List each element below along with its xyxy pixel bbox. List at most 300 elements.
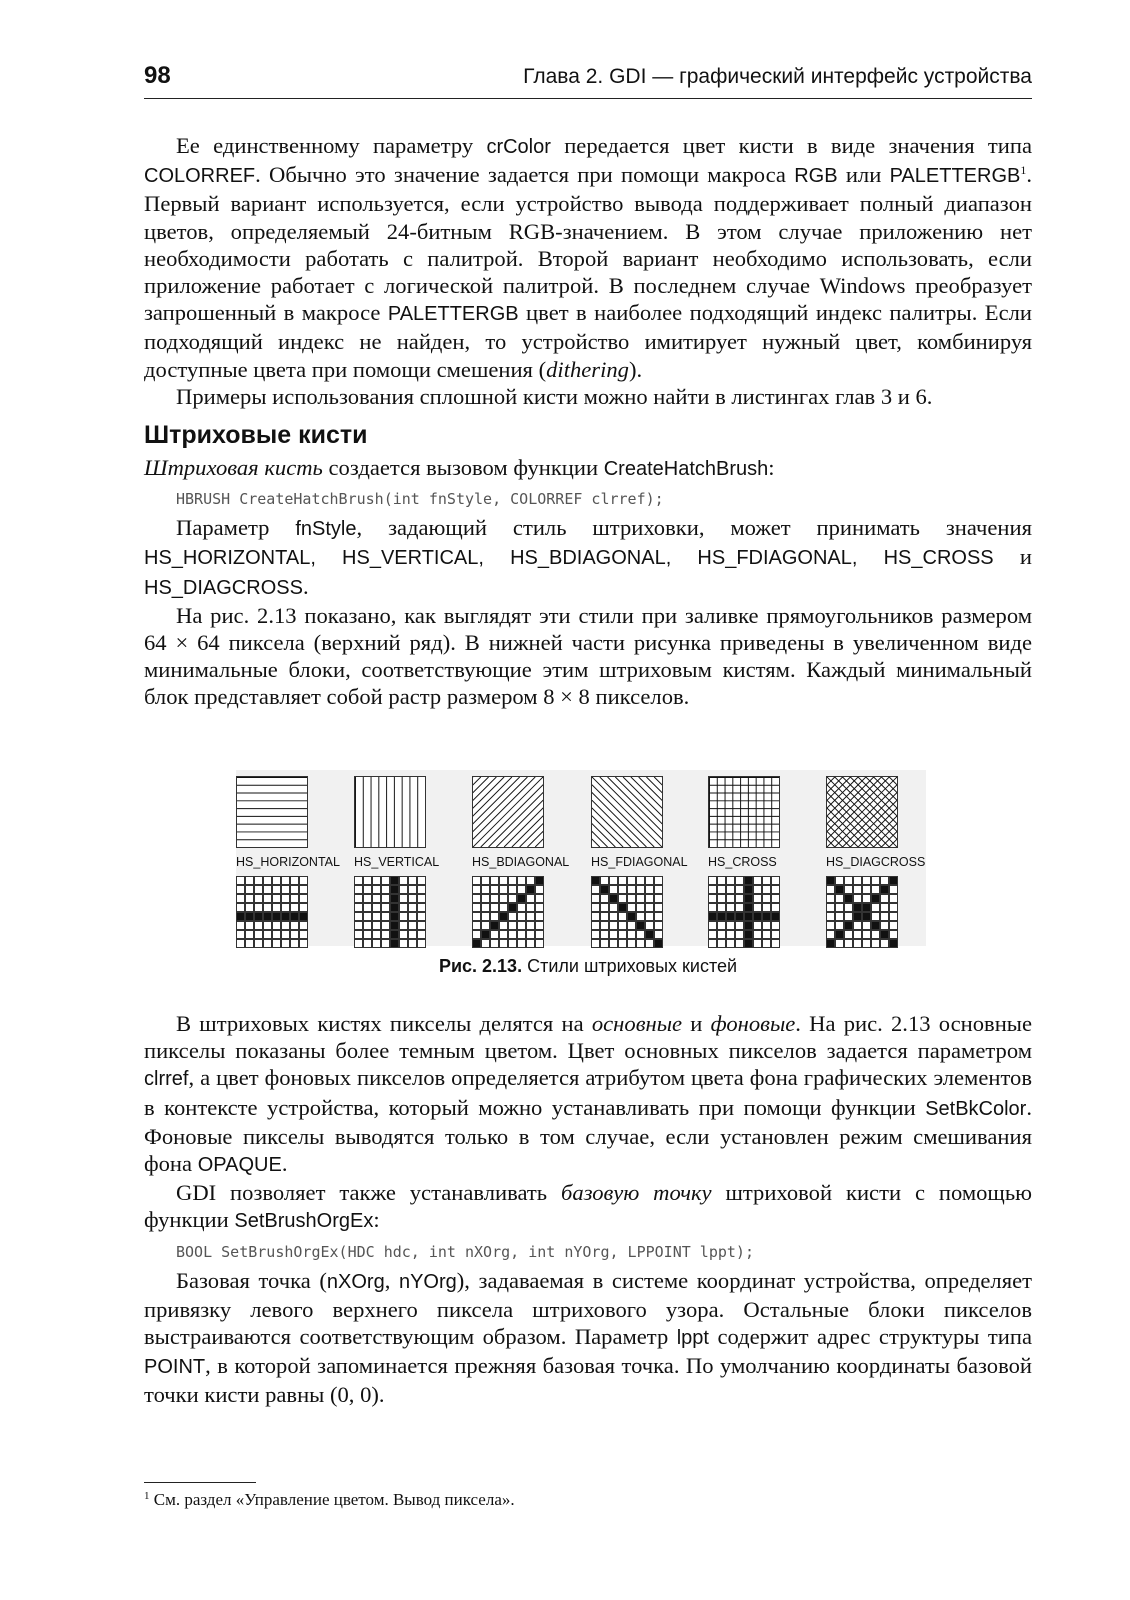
pixel-cell: [508, 876, 517, 885]
hatch-line: [473, 777, 520, 847]
pixel-cell: [609, 912, 618, 921]
code-term: lppt: [676, 1327, 709, 1350]
pixel-cell: [299, 939, 308, 948]
pixel-cell: [744, 903, 753, 912]
pixel-cell: [753, 885, 762, 894]
pixel-cell: [472, 930, 481, 939]
pixel-cell: [835, 885, 844, 894]
pixel-cell: [835, 894, 844, 903]
pixel-cell: [600, 930, 609, 939]
pixel-cell: [535, 939, 544, 948]
pixel-cell: [771, 903, 780, 912]
pixel-cell: [753, 876, 762, 885]
pixel-cell: [517, 912, 526, 921]
pixel-cell: [508, 939, 517, 948]
code-term: PALETTERGB: [889, 165, 1021, 188]
text-run: . Фоновые пикселы выводятся только в том случае, если установлен режим смешивания фона: [144, 1094, 1032, 1177]
code-term: HS_DIAGCROSS: [144, 576, 303, 599]
pixel-cell: [417, 912, 426, 921]
pixel-cell: [245, 876, 254, 885]
pixel-cell: [372, 930, 381, 939]
pixel-cell: [236, 930, 245, 939]
pixel-cell: [399, 876, 408, 885]
pixel-cell: [236, 903, 245, 912]
pixel-cell: [771, 939, 780, 948]
pixel-cell: [871, 876, 880, 885]
pixel-cell: [609, 921, 618, 930]
pixel-cell: [517, 894, 526, 903]
code-term: HS_HORIZONTAL, HS_VERTICAL, HS_BDIAGONAL, HS_FDIAGONAL, HS_CROSS: [144, 547, 994, 570]
pixel-cell: [618, 930, 627, 939]
pixel-cell: [618, 912, 627, 921]
pixel-cell: [871, 894, 880, 903]
pixel-cell: [636, 885, 645, 894]
pixel-cell: [636, 930, 645, 939]
pixel-cell: [735, 939, 744, 948]
pixel-cell: [526, 903, 535, 912]
pixel-cell: [272, 930, 281, 939]
hatch-line: [850, 777, 897, 847]
pixel-cell: [735, 903, 744, 912]
pixel-cell: [826, 912, 835, 921]
code-term: COLORREF: [144, 165, 256, 188]
pixel-cell: [535, 894, 544, 903]
pixel-cell: [535, 921, 544, 930]
pixel-cell: [290, 930, 299, 939]
paragraph-examples: Примеры использования сплошной кисти можно найти в листингах глав 3 и 6.: [176, 383, 933, 409]
text-run: цвет в наиболее подходящий индекс палитры. Если подходящий индекс не найден, то устройство имитирует нужный цвет, комбинируя доступные цвета при помощи смешения (: [144, 300, 1032, 382]
pixel-cell: [408, 903, 417, 912]
pixel-cell: [490, 876, 499, 885]
text-run: . Первый вариант используется, если устройство вывода поддерживает полный диапазон цветов, определяемый 24-битным RGB-значением. В этом случае приложению нет необходимости работать с палитрой. Второй вариант необходимо использовать, если приложение работает с логической палитрой. В последнем случае Windows преобразует запрошенный в макросе: [144, 162, 1032, 326]
pixel-cell: [636, 894, 645, 903]
paragraph-hatch-intro: [144, 454, 1032, 483]
text-run: штриховой кисти с помощью функции: [144, 1180, 1033, 1233]
pixel-cell: [263, 885, 272, 894]
pixel-cell: [753, 921, 762, 930]
pixel-cell: [771, 930, 780, 939]
hatch-fill-svg: [827, 777, 897, 847]
pixel-cell: [299, 912, 308, 921]
pixel-cell: [535, 885, 544, 894]
pixel-cell: [600, 885, 609, 894]
hatch-line: [827, 777, 874, 847]
code-set-brush-org: BOOL SetBrushOrgEx(HDC hdc, int nXOrg, int nYOrg, LPPOINT lppt);: [176, 1242, 754, 1261]
pixel-cell: [591, 912, 600, 921]
pixel-cell: [609, 894, 618, 903]
pixel-cell: [490, 939, 499, 948]
pixel-cell: [600, 921, 609, 930]
pixel-cell: [472, 939, 481, 948]
text-run: GDI позволяет также устанавливать: [176, 1180, 562, 1206]
pixel-cell: [535, 876, 544, 885]
pixel-cell: [363, 912, 372, 921]
pixel-cell: [591, 894, 600, 903]
pixel-cell: [708, 876, 717, 885]
hatch-line: [835, 777, 897, 847]
pixel-cell: [826, 930, 835, 939]
pixel-cell: [627, 894, 636, 903]
pixel-cell: [862, 921, 871, 930]
pixel-cell: [762, 903, 771, 912]
hatch-line: [827, 777, 889, 847]
pixel-cell: [363, 930, 372, 939]
pixel-cell: [354, 921, 363, 930]
pixel-cell: [844, 912, 853, 921]
pixel-cell: [408, 876, 417, 885]
emphasis: Штриховая кисть: [144, 455, 323, 481]
pixel-cell: [853, 876, 862, 885]
code-create-hatch-brush: HBRUSH CreateHatchBrush(int fnStyle, COLORREF clrref);: [176, 490, 664, 509]
text-run: , задающий стиль штриховки, может принимать значения: [356, 515, 1032, 541]
pixel-cell: [880, 930, 889, 939]
pixel-cell: [390, 912, 399, 921]
pixel-cell: [272, 894, 281, 903]
pixel-cell: [472, 921, 481, 930]
pixel-cell: [717, 939, 726, 948]
pixel-cell: [645, 912, 654, 921]
pixel-cell: [254, 921, 263, 930]
code-term: PALETTERGB: [387, 303, 519, 326]
pixel-cell: [354, 939, 363, 948]
pixel-cell: [281, 930, 290, 939]
caption-label: Рис. 2.13.: [438, 956, 523, 976]
pixel-cell: [490, 930, 499, 939]
pixel-cell: [526, 930, 535, 939]
pixel-cell: [399, 885, 408, 894]
pixel-cell: [472, 903, 481, 912]
pixel-cell: [708, 939, 717, 948]
pixel-cell: [889, 885, 898, 894]
pixel-cell: [889, 876, 898, 885]
hatch-fill-box: [472, 776, 544, 848]
pixel-cell: [490, 921, 499, 930]
pixel-cell: [636, 921, 645, 930]
pixel-cell: [600, 903, 609, 912]
pixel-cell: [753, 912, 762, 921]
pixel-cell: [654, 885, 663, 894]
brush-name-label: HS_DIAGCROSS: [826, 855, 926, 869]
pixel-cell: [481, 930, 490, 939]
pixel-cell: [299, 921, 308, 930]
pixel-cell: [717, 885, 726, 894]
pixel-cell: [290, 921, 299, 930]
hatch-fill-svg: [592, 777, 662, 847]
pixel-cell: [726, 921, 735, 930]
pixel-cell: [880, 885, 889, 894]
pixel-cell: [862, 939, 871, 948]
pixel-cell: [762, 930, 771, 939]
pixel-cell: [245, 939, 254, 948]
pixel-cell: [263, 876, 272, 885]
pixel-cell: [826, 876, 835, 885]
pixel-cell: [354, 885, 363, 894]
pixel-cell: [762, 894, 771, 903]
pixel-cell: [254, 939, 263, 948]
pixel-cell: [508, 921, 517, 930]
hatch-line: [600, 777, 662, 847]
pixel-cell: [627, 876, 636, 885]
pixel-cell: [499, 921, 508, 930]
code-term: clrref: [144, 1068, 189, 1091]
pixel-cell: [236, 885, 245, 894]
pixel-cell: [417, 921, 426, 930]
pixel-cell: [272, 921, 281, 930]
pixel-cell: [517, 939, 526, 948]
pixel-cell: [526, 876, 535, 885]
pixel-cell: [627, 912, 636, 921]
pixel-cell: [871, 885, 880, 894]
pixel-cell: [844, 885, 853, 894]
pixel-cell: [390, 885, 399, 894]
pixel-cell: [826, 939, 835, 948]
pixel-cell: [889, 930, 898, 939]
pixel-cell: [508, 894, 517, 903]
pixel-cell: [862, 885, 871, 894]
hatch-line: [592, 777, 639, 847]
code-term: fnStyle: [295, 518, 357, 541]
pixel-cell: [354, 930, 363, 939]
text-run: создается вызовом функции: [322, 455, 604, 481]
pixel-cell: [609, 885, 618, 894]
pixel-cell: [535, 903, 544, 912]
hatch-fill-box: [826, 776, 898, 848]
hatch-fill-box: [708, 776, 780, 848]
text-run: ).: [628, 356, 643, 382]
text-run: , а цвет фоновых пикселов определяется атрибутом цвета фона графических элементов в контексте устройства, который можно устанавливать при помощи функции: [144, 1065, 1032, 1120]
hatch-line: [473, 777, 535, 847]
pixel-cell: [844, 894, 853, 903]
pixel-cell: [472, 894, 481, 903]
code-term: POINT: [144, 1356, 206, 1379]
text-run: , в которой запоминается прежняя базовая точка. По умолчанию координаты базовой точки кисти равны (0, 0).: [144, 1353, 1032, 1408]
pixel-cell: [263, 912, 272, 921]
pixel-cell: [481, 921, 490, 930]
pixel-cell: [762, 885, 771, 894]
pixel-cell: [618, 903, 627, 912]
pixel-cell: [272, 912, 281, 921]
footnote-ref[interactable]: 1: [1020, 163, 1027, 178]
pixel-cell: [508, 903, 517, 912]
pixel-cell: [645, 876, 654, 885]
hatch-fill-svg: [473, 777, 543, 847]
pixel-cell: [290, 939, 299, 948]
pixel-cell: [236, 939, 245, 948]
pixel-cell: [771, 921, 780, 930]
pixel-cell: [826, 903, 835, 912]
pixel-cell: [618, 921, 627, 930]
hatch-fill-box: [236, 776, 308, 848]
pixel-cell: [354, 876, 363, 885]
pixel-cell: [354, 894, 363, 903]
pixel-cell: [263, 930, 272, 939]
pixel-cell: [290, 876, 299, 885]
pixel-cell: [381, 894, 390, 903]
pixel-cell: [889, 921, 898, 930]
pixel-cell: [490, 912, 499, 921]
pixel-cell: [645, 903, 654, 912]
pixel-cell: [654, 912, 663, 921]
pixel-cell: [381, 912, 390, 921]
pixel-cell: [299, 894, 308, 903]
pixel-cell: [281, 921, 290, 930]
pixel-cell: [254, 912, 263, 921]
pixel-cell: [591, 939, 600, 948]
pixel-cell: [417, 876, 426, 885]
pixel-cell: [853, 894, 862, 903]
pixel-cell: [472, 876, 481, 885]
pixel-cell: [726, 903, 735, 912]
pixel-cell: [717, 876, 726, 885]
text-run: ), задаваемая в системе координат устройства, определяет привязку левого верхнего пиксела штрихового узора. Остальные блоки пикселов выстраиваются соответствующим образом. Параметр: [144, 1267, 1032, 1350]
pixel-cell: [499, 903, 508, 912]
pixel-cell: [835, 912, 844, 921]
pixel-cell: [254, 876, 263, 885]
text-run: Параметр: [176, 515, 296, 541]
pixel-cell: [853, 885, 862, 894]
body-text-bottom: [144, 1010, 1032, 1409]
pixel-cell: [862, 930, 871, 939]
text-run: и: [993, 544, 1032, 570]
pixel-cell: [717, 912, 726, 921]
pixel-cell: [417, 885, 426, 894]
pixel-cell: [408, 921, 417, 930]
pixel-cell: [871, 930, 880, 939]
brush-name-label: HS_VERTICAL: [354, 855, 440, 869]
pixel-cell: [735, 921, 744, 930]
pixel-cell: [600, 894, 609, 903]
text-run: . Обычно это значение задается при помощи макроса: [255, 162, 795, 188]
footnote: [144, 1490, 1032, 1510]
pixel-cell: [654, 894, 663, 903]
pixel-cell: [517, 921, 526, 930]
pixel-cell: [281, 876, 290, 885]
caption-text: Стили штриховых кистей: [527, 956, 738, 976]
section-heading: Штриховые кисти: [144, 421, 368, 450]
pixel-cell: [600, 876, 609, 885]
pixel-cell: [880, 912, 889, 921]
pixel-block-8x8: [236, 876, 308, 948]
pixel-cell: [600, 939, 609, 948]
pixel-cell: [263, 921, 272, 930]
pixel-cell: [862, 894, 871, 903]
pixel-cell: [771, 894, 780, 903]
running-title: Глава 2. GDI — графический интерфейс устройства: [523, 65, 1032, 88]
pixel-cell: [272, 903, 281, 912]
figure-caption: [144, 956, 1032, 977]
pixel-cell: [591, 921, 600, 930]
pixel-cell: [708, 912, 717, 921]
hatch-line: [496, 777, 543, 847]
paragraph-fnstyle: [144, 514, 1032, 602]
hatch-line: [592, 777, 654, 847]
pixel-cell: [627, 930, 636, 939]
pixel-cell: [526, 885, 535, 894]
pixel-cell: [654, 930, 663, 939]
hatch-styles-figure: [236, 770, 926, 946]
pixel-cell: [290, 903, 299, 912]
emphasis: базовую точку: [561, 1180, 712, 1206]
pixel-cell: [844, 921, 853, 930]
pixel-cell: [245, 930, 254, 939]
hatch-line: [827, 777, 889, 847]
pixel-cell: [517, 885, 526, 894]
pixel-cell: [835, 930, 844, 939]
pixel-cell: [862, 876, 871, 885]
pixel-cell: [618, 885, 627, 894]
pixel-cell: [771, 885, 780, 894]
pixel-cell: [762, 876, 771, 885]
pixel-cell: [354, 912, 363, 921]
pixel-cell: [281, 903, 290, 912]
pixel-cell: [499, 930, 508, 939]
pixel-cell: [618, 894, 627, 903]
pixel-cell: [517, 903, 526, 912]
pixel-cell: [591, 930, 600, 939]
pixel-cell: [726, 930, 735, 939]
pixel-cell: [708, 921, 717, 930]
pixel-cell: [717, 921, 726, 930]
pixel-cell: [390, 903, 399, 912]
page-header: [144, 62, 1032, 99]
pixel-cell: [417, 930, 426, 939]
pixel-cell: [499, 885, 508, 894]
pixel-cell: [627, 903, 636, 912]
hatch-line: [850, 777, 897, 847]
pixel-cell: [272, 876, 281, 885]
pixel-cell: [372, 876, 381, 885]
pixel-cell: [889, 912, 898, 921]
pixel-cell: [645, 939, 654, 948]
brush-name-label: HS_FDIAGONAL: [591, 855, 688, 869]
pixel-cell: [618, 876, 627, 885]
pixel-cell: [654, 876, 663, 885]
pixel-cell: [853, 939, 862, 948]
pixel-cell: [853, 912, 862, 921]
pixel-cell: [499, 939, 508, 948]
code-term: SetBrushOrgEx: [234, 1210, 374, 1233]
pixel-cell: [871, 921, 880, 930]
pixel-cell: [481, 885, 490, 894]
pixel-cell: [517, 930, 526, 939]
pixel-cell: [372, 939, 381, 948]
text-run: или: [837, 162, 890, 188]
footnote-mark: 1: [144, 1490, 150, 1502]
pixel-cell: [844, 903, 853, 912]
pixel-cell: [390, 930, 399, 939]
hatch-fill-svg: [237, 777, 307, 847]
pixel-cell: [526, 939, 535, 948]
pixel-cell: [281, 885, 290, 894]
pixel-cell: [499, 912, 508, 921]
pixel-cell: [735, 876, 744, 885]
brush-name-label: HS_CROSS: [708, 855, 777, 869]
pixel-cell: [853, 921, 862, 930]
pixel-cell: [417, 894, 426, 903]
pixel-cell: [245, 921, 254, 930]
pixel-cell: [236, 876, 245, 885]
pixel-cell: [735, 930, 744, 939]
code-term: CreateHatchBrush: [603, 458, 769, 481]
pixel-cell: [889, 894, 898, 903]
pixel-cell: [708, 894, 717, 903]
code-term: nXOrg: [326, 1270, 385, 1293]
pixel-cell: [726, 939, 735, 948]
pixel-cell: [889, 903, 898, 912]
pixel-cell: [744, 876, 753, 885]
pixel-cell: [762, 921, 771, 930]
pixel-cell: [363, 876, 372, 885]
